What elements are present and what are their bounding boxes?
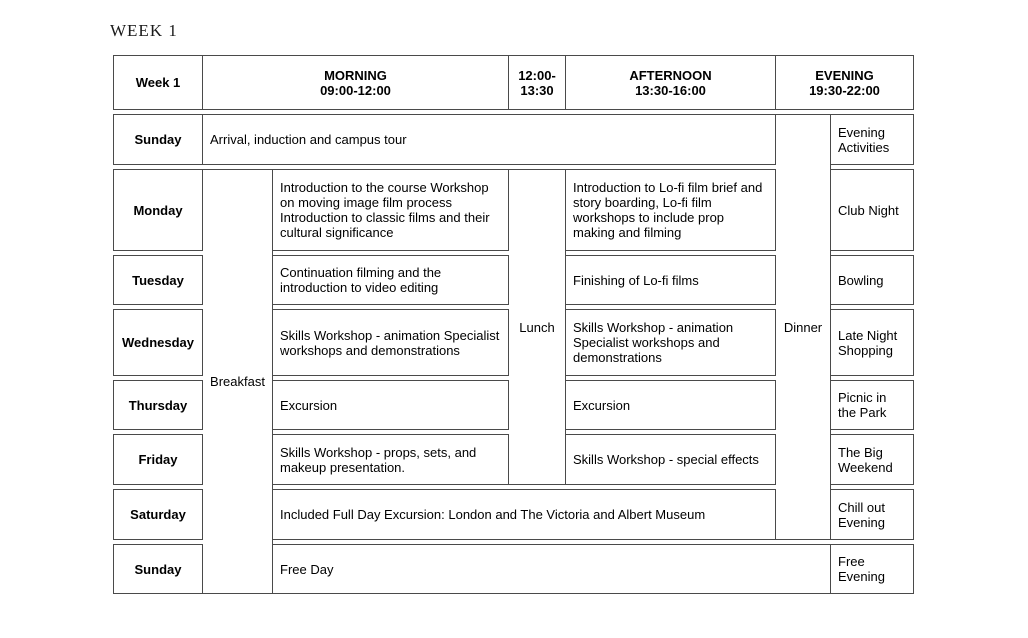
cell-sunday2-evening: Free Evening <box>831 544 914 594</box>
header-evening-title: EVENING <box>815 67 874 83</box>
day-cell-wednesday: Wednesday <box>113 309 203 376</box>
day-cell-sunday-1: Sunday <box>113 114 203 165</box>
cell-monday-evening: Club Night <box>831 169 914 251</box>
day-cell-thursday: Thursday <box>113 380 203 430</box>
header-morning <box>203 55 509 110</box>
week1-schedule-table <box>113 51 914 598</box>
cell-lunch: Lunch <box>509 169 566 485</box>
cell-tuesday-morning: Continuation filming and the introduction to video editing <box>273 255 509 305</box>
cell-dinner: Dinner <box>776 114 831 540</box>
header-week-label: Week 1 <box>113 55 203 110</box>
cell-friday-morning: Skills Workshop - props, sets, and makeup presentation. <box>273 434 509 485</box>
cell-friday-afternoon: Skills Workshop - special effects <box>566 434 776 485</box>
cell-monday-morning: Introduction to the course Workshop on moving image film process Introduction to classic films and their cultural significance <box>273 169 509 251</box>
day-cell-saturday: Saturday <box>113 489 203 540</box>
day-cell-sunday-2: Sunday <box>113 544 203 594</box>
cell-sunday1-evening: Evening Activities <box>831 114 914 165</box>
cell-thursday-evening: Picnic in the Park <box>831 380 914 430</box>
cell-wednesday-afternoon: Skills Workshop - animation Specialist workshops and demonstrations <box>566 309 776 376</box>
header-morning-time: 09:00-12:00 <box>320 82 391 98</box>
cell-tuesday-evening: Bowling <box>831 255 914 305</box>
cell-friday-evening: The Big Weekend <box>831 434 914 485</box>
cell-saturday-evening: Chill out Evening <box>831 489 914 540</box>
cell-thursday-afternoon: Excursion <box>566 380 776 430</box>
header-morning-title: MORNING <box>324 67 387 83</box>
header-evening <box>776 55 914 110</box>
row-sunday-1 <box>113 114 914 165</box>
cell-thursday-morning: Excursion <box>273 380 509 430</box>
day-cell-friday: Friday <box>113 434 203 485</box>
cell-saturday-full-day: Included Full Day Excursion: London and The Victoria and Albert Museum <box>273 489 776 540</box>
header-lunch-time: 12:00-13:30 <box>509 55 566 110</box>
cell-wednesday-evening: Late Night Shopping <box>831 309 914 376</box>
header-afternoon <box>566 55 776 110</box>
header-evening-time: 19:30-22:00 <box>809 82 880 98</box>
cell-sunday1-full-day: Arrival, induction and campus tour <box>203 114 776 165</box>
cell-sunday2-full-day: Free Day <box>273 544 831 594</box>
cell-breakfast: Breakfast <box>203 169 273 594</box>
cell-tuesday-afternoon: Finishing of Lo-fi films <box>566 255 776 305</box>
day-cell-monday: Monday <box>113 169 203 251</box>
header-afternoon-title: AFTERNOON <box>629 67 712 83</box>
page-title: WEEK 1 <box>110 21 178 40</box>
header-afternoon-time: 13:30-16:00 <box>635 82 706 98</box>
cell-wednesday-morning: Skills Workshop - animation Specialist workshops and demonstrations <box>273 309 509 376</box>
header-row <box>113 55 914 110</box>
cell-monday-afternoon: Introduction to Lo-fi film brief and story boarding, Lo-fi film workshops to include prop making and filming <box>566 169 776 251</box>
day-cell-tuesday: Tuesday <box>113 255 203 305</box>
